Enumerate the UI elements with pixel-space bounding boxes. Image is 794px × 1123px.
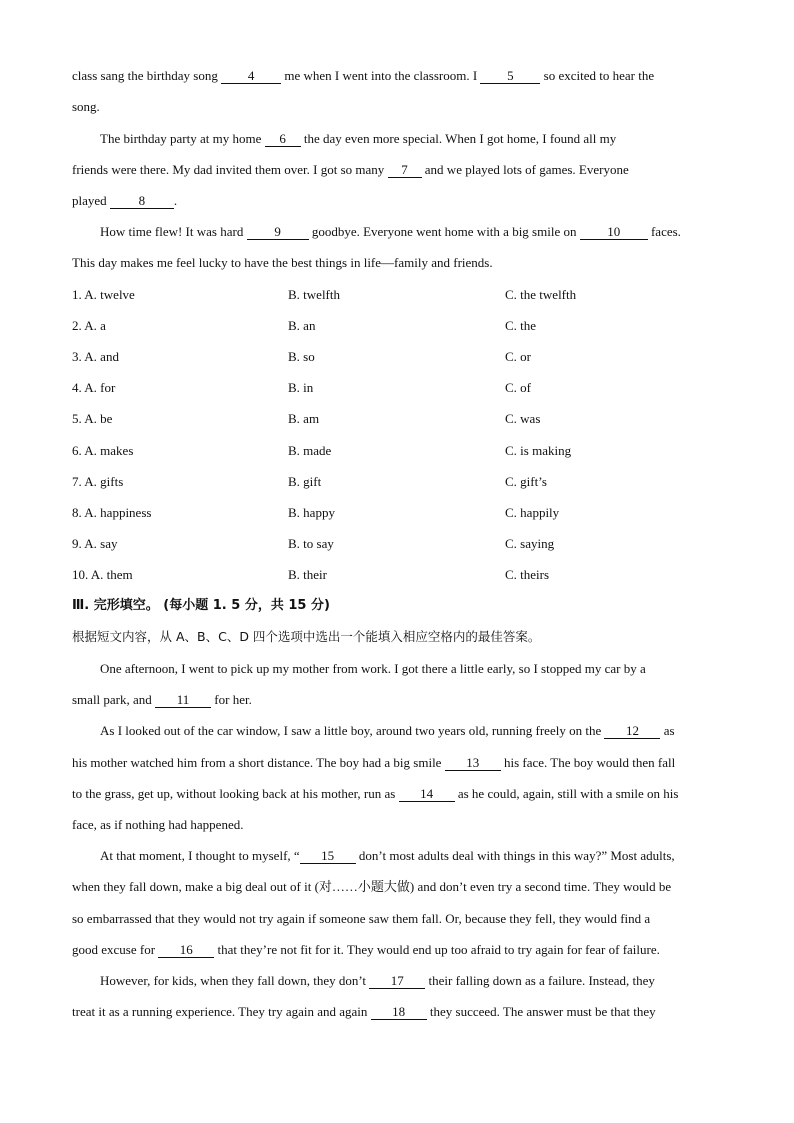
blank-14: 14 <box>399 787 455 802</box>
passage2-line-5 <box>72 785 678 803</box>
text-run: so excited to hear the <box>540 68 655 83</box>
option-b: B. twelfth <box>288 287 340 302</box>
option-b: B. to say <box>288 536 334 551</box>
option-row <box>72 535 722 553</box>
section-instruction: 根据短文内容，从 A、B、C、D 四个选项中选出一个能填入相应空格内的最佳答案。 <box>72 629 541 644</box>
option-row <box>72 410 722 428</box>
passage1-line-1 <box>72 67 654 85</box>
passage2-line-7 <box>100 847 675 865</box>
text-run: small park, and <box>72 692 156 707</box>
text-run: as <box>660 723 675 738</box>
option-b: B. happy <box>288 505 335 520</box>
text-run: they succeed. The answer must be that they <box>426 1004 656 1019</box>
option-a: 4. A. for <box>72 380 116 395</box>
text-run: don’t most adults deal with things in this way?” Most adults, <box>355 848 675 863</box>
passage2-line-11 <box>100 972 655 990</box>
passage2-line-8: when they fall down, make a big deal out of it (对……小题大做) and don’t even try a second time. They would be <box>72 879 672 894</box>
passage1-line-5 <box>72 192 177 210</box>
text-run: his face. The boy would then fall <box>500 755 676 770</box>
blank-17: 17 <box>369 974 425 989</box>
passage2-line-12 <box>72 1003 656 1021</box>
blank-16: 16 <box>158 943 214 958</box>
blank-18: 18 <box>371 1005 427 1020</box>
text-run: goodbye. Everyone went home with a big smile on <box>308 224 580 239</box>
passage2-line-9: so embarrassed that they would not try again if someone saw them fall. Or, because they fell, they would find a <box>72 911 651 926</box>
passage2-line-6: face, as if nothing had happened. <box>72 817 244 832</box>
text-run: for her. <box>211 692 252 707</box>
option-row <box>72 566 722 584</box>
text-run: played <box>72 193 110 208</box>
text-run: their falling down as a failure. Instead, they <box>425 973 655 988</box>
option-c: C. was <box>505 411 541 426</box>
option-row <box>72 317 722 335</box>
option-a: 10. A. them <box>72 567 133 582</box>
option-row <box>72 286 722 304</box>
text-run: . <box>173 193 178 208</box>
option-c: C. gift’s <box>505 474 547 489</box>
passage2-line-10 <box>72 941 660 959</box>
blank-6: 6 <box>265 132 301 147</box>
passage1-line-7: This day makes me feel lucky to have the best things in life—family and friends. <box>72 255 493 270</box>
option-a: 5. A. be <box>72 411 113 426</box>
blank-15: 15 <box>300 849 356 864</box>
passage1-line-4 <box>72 161 629 179</box>
text-run: his mother watched him from a short distance. The boy had a big smile <box>72 755 445 770</box>
blank-11: 11 <box>155 693 211 708</box>
option-a: 7. A. gifts <box>72 474 124 489</box>
passage1-line-2: song. <box>72 99 100 114</box>
text-run: me when I went into the classroom. I <box>281 68 481 83</box>
blank-10: 10 <box>580 225 648 240</box>
option-c: C. the <box>505 318 537 333</box>
passage2-line-4 <box>72 754 675 772</box>
text-run: the day even more special. When I got home, I found all my <box>300 131 617 146</box>
option-c: C. happily <box>505 505 560 520</box>
option-row <box>72 473 722 491</box>
option-a: 9. A. say <box>72 536 118 551</box>
text-run: faces. <box>647 224 681 239</box>
blank-5: 5 <box>480 69 540 84</box>
passage1-line-3 <box>100 130 616 148</box>
option-row <box>72 379 722 397</box>
text-run: treat it as a running experience. They try again and again <box>72 1004 371 1019</box>
blank-4: 4 <box>221 69 281 84</box>
option-c: C. of <box>505 380 531 395</box>
text-run: However, for kids, when they fall down, they don’t <box>100 973 370 988</box>
blank-13: 13 <box>445 756 501 771</box>
section-heading: Ⅲ. 完形填空。 (每小题 1. 5 分，共 15 分) <box>72 598 330 613</box>
option-b: B. gift <box>288 474 322 489</box>
text-run: The birthday party at my home <box>100 131 265 146</box>
blank-8: 8 <box>110 194 174 209</box>
text-run: to the grass, get up, without looking back at his mother, run as <box>72 786 399 801</box>
blank-9: 9 <box>247 225 309 240</box>
text-run: good excuse for <box>72 942 159 957</box>
text-run: class sang the birthday song <box>72 68 222 83</box>
option-a: 8. A. happiness <box>72 505 152 520</box>
blank-7: 7 <box>388 163 422 178</box>
option-c: C. is making <box>505 443 572 458</box>
blank-12: 12 <box>604 724 660 739</box>
option-b: B. am <box>288 411 320 426</box>
option-a: 1. A. twelve <box>72 287 135 302</box>
option-c: C. saying <box>505 536 555 551</box>
text-run: friends were there. My dad invited them over. I got so many <box>72 162 388 177</box>
text-run: How time flew! It was hard <box>100 224 247 239</box>
passage2-line-1: One afternoon, I went to pick up my mother from work. I got there a little early, so I stopped my car by a <box>100 661 646 676</box>
option-b: B. made <box>288 443 332 458</box>
option-a: 6. A. makes <box>72 443 134 458</box>
passage2-line-3 <box>100 722 675 740</box>
option-b: B. their <box>288 567 327 582</box>
option-row <box>72 348 722 366</box>
option-b: B. an <box>288 318 316 333</box>
option-c: C. theirs <box>505 567 550 582</box>
option-c: C. the twelfth <box>505 287 577 302</box>
passage2-line-2 <box>72 691 252 709</box>
option-a: 3. A. and <box>72 349 119 364</box>
option-a: 2. A. a <box>72 318 106 333</box>
option-row <box>72 442 722 460</box>
option-c: C. or <box>505 349 531 364</box>
text-run: that they’re not fit for it. They would end up too afraid to try again for fear of failure. <box>214 942 660 957</box>
option-b: B. in <box>288 380 314 395</box>
option-b: B. so <box>288 349 315 364</box>
option-row <box>72 504 722 522</box>
text-run: as he could, again, still with a smile on his <box>454 786 679 801</box>
text-run: and we played lots of games. Everyone <box>421 162 629 177</box>
text-run: At that moment, I thought to myself, “ <box>100 848 300 863</box>
text-run: As I looked out of the car window, I saw a little boy, around two years old, running freely on the <box>100 723 605 738</box>
passage1-line-6 <box>100 223 681 241</box>
